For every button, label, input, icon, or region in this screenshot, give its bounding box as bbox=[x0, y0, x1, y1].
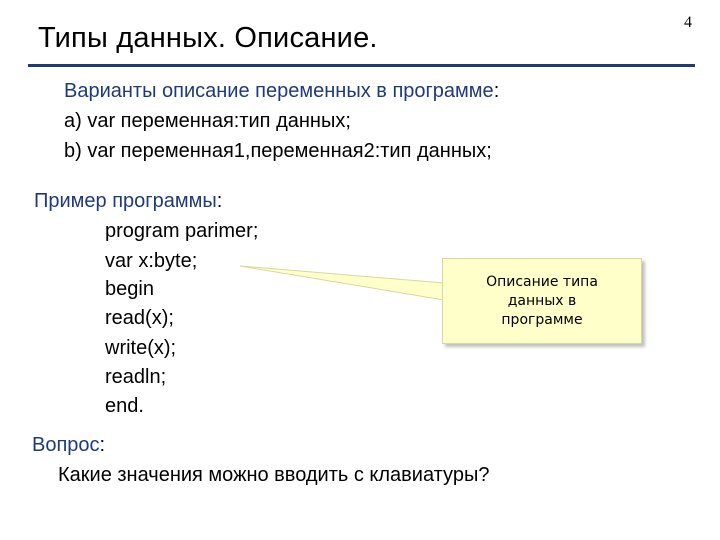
code-line: write(x); bbox=[105, 337, 177, 359]
example-heading: Пример программы bbox=[34, 190, 217, 212]
variants-heading: Варианты описание переменных в программе bbox=[64, 80, 494, 102]
question-heading-colon: : bbox=[99, 434, 106, 456]
code-line: readln; bbox=[105, 366, 167, 388]
example-heading-colon: : bbox=[216, 190, 223, 212]
code-line: program parimer; bbox=[105, 220, 259, 242]
slide-number: 4 bbox=[684, 14, 692, 31]
question-text: Какие значения можно вводить с клавиатуры? bbox=[58, 464, 490, 486]
question-heading-line bbox=[32, 434, 105, 457]
callout-text: Описание типа данных в программе bbox=[486, 273, 598, 328]
variants-heading-colon: : bbox=[493, 80, 500, 102]
code-line: begin bbox=[105, 278, 154, 300]
callout-box bbox=[442, 258, 642, 344]
code-line: read(x); bbox=[105, 307, 174, 329]
code-line: var x:byte; bbox=[105, 250, 198, 272]
question-heading: Вопрос bbox=[32, 434, 100, 456]
variant-a: а) var переменная:тип данных; bbox=[64, 110, 351, 132]
variant-b: b) var переменная1,переменная2:тип данных; bbox=[64, 140, 492, 162]
page-title: Типы данных. Описание. bbox=[38, 22, 378, 54]
code-line: end. bbox=[105, 395, 144, 417]
